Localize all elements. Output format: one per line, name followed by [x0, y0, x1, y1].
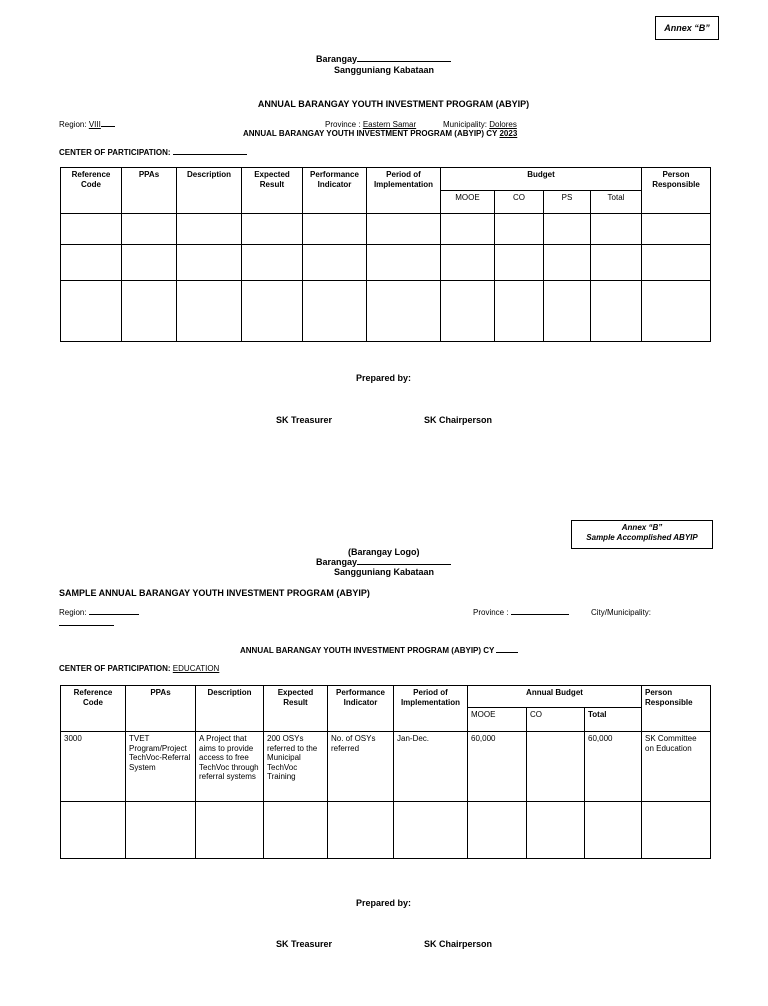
prepared-by: Prepared by: — [356, 373, 412, 383]
header-co: CO — [495, 191, 544, 214]
header-total: Total — [591, 191, 642, 214]
header-person-responsible: Person Responsible — [642, 686, 711, 732]
header-ppas: PPAs — [126, 686, 196, 732]
header-period: Period of Implementation — [367, 168, 441, 214]
header-expected-result: Expected Result — [242, 168, 303, 214]
table-row — [61, 802, 711, 859]
header-mooe: MOOE — [441, 191, 495, 214]
table-row — [61, 245, 711, 281]
sk-treasurer: SK Treasurer — [276, 415, 333, 425]
annex-label: Annex “B” — [621, 523, 663, 532]
cell-co — [527, 732, 585, 802]
header-annual-budget: Annual Budget — [468, 686, 642, 708]
region-value: VIII — [88, 120, 101, 129]
region-line: Region: — [59, 608, 139, 617]
cell-description: A Project that aims to provide access to free TechVoc through referral systems — [196, 732, 264, 802]
barangay-logo-placeholder: (Barangay Logo) — [348, 547, 420, 557]
province-line: Province : — [473, 608, 569, 617]
sk-treasurer: SK Treasurer — [276, 939, 333, 949]
region-line: Region: VIII — [59, 120, 115, 129]
center-line: CENTER OF PARTICIPATION: — [59, 148, 247, 157]
city-line: City/Municipality: — [591, 608, 652, 617]
sk-chairperson: SK Chairperson — [424, 415, 493, 425]
header-mooe: MOOE — [468, 708, 527, 732]
page-title: ANNUAL BARANGAY YOUTH INVESTMENT PROGRAM (ABYIP) — [257, 99, 530, 109]
header-ppas: PPAs — [122, 168, 177, 214]
annex-box — [655, 16, 719, 40]
sk-label: Sangguniang Kabataan — [334, 567, 435, 577]
header-performance-indicator: Performance Indicator — [328, 686, 394, 732]
province-value: Eastern Samar — [362, 120, 417, 129]
cell-period: Jan-Dec. — [394, 732, 468, 802]
prepared-by: Prepared by: — [356, 898, 412, 908]
table-row — [61, 214, 711, 245]
annex-label: Annex “B” — [664, 23, 710, 33]
header-ps: PS — [544, 191, 591, 214]
cell-mooe: 60,000 — [468, 732, 527, 802]
sk-chairperson: SK Chairperson — [424, 939, 493, 949]
center-value: EDUCATION — [172, 664, 220, 673]
municipality-line: Municipality: Dolores — [443, 120, 517, 129]
cell-ppas: TVET Program/Project TechVoc-Referral System — [126, 732, 196, 802]
header-description: Description — [196, 686, 264, 732]
header-reference-code: Reference Code — [61, 686, 126, 732]
region-continuation-line — [59, 625, 114, 626]
sample-abyip-table — [60, 685, 711, 859]
barangay-line: Barangay — [316, 557, 451, 567]
table-row — [61, 281, 711, 342]
subtitle-year: 2023 — [499, 129, 518, 138]
header-reference-code: Reference Code — [61, 168, 122, 214]
header-person-responsible: Person Responsible — [642, 168, 711, 214]
cell-performance-indicator: No. of OSYs referred — [328, 732, 394, 802]
cell-expected-result: 200 OSYs referred to the Municipal TechVoc Training — [264, 732, 328, 802]
header-description: Description — [177, 168, 242, 214]
header-co: CO — [527, 708, 585, 732]
header-budget: Budget — [441, 168, 642, 191]
sample-title: SAMPLE ANNUAL BARANGAY YOUTH INVESTMENT PROGRAM (ABYIP) — [59, 588, 370, 598]
header-total: Total — [585, 708, 642, 732]
annex-sublabel: Sample Accomplished ABYIP — [586, 533, 698, 542]
subtitle: ANNUAL BARANGAY YOUTH INVESTMENT PROGRAM (ABYIP) CY — [240, 646, 518, 655]
abyip-table — [60, 167, 711, 342]
subtitle: ANNUAL BARANGAY YOUTH INVESTMENT PROGRAM (ABYIP) CY 2023 — [243, 129, 518, 138]
header-period: Period of Implementation — [394, 686, 468, 732]
table-row — [61, 732, 711, 802]
cell-person-responsible: SK Committee on Education — [642, 732, 711, 802]
cell-reference-code: 3000 — [61, 732, 126, 802]
header-expected-result: Expected Result — [264, 686, 328, 732]
province-line: Province : Eastern Samar — [325, 120, 417, 129]
sk-label: Sangguniang Kabataan — [334, 65, 435, 75]
center-line: CENTER OF PARTICIPATION: EDUCATION — [59, 664, 220, 673]
annex-box-sample — [571, 520, 713, 549]
municipality-value: Dolores — [489, 120, 517, 129]
cell-total: 60,000 — [585, 732, 642, 802]
barangay-line: Barangay — [316, 54, 451, 64]
header-performance-indicator: Performance Indicator — [303, 168, 367, 214]
